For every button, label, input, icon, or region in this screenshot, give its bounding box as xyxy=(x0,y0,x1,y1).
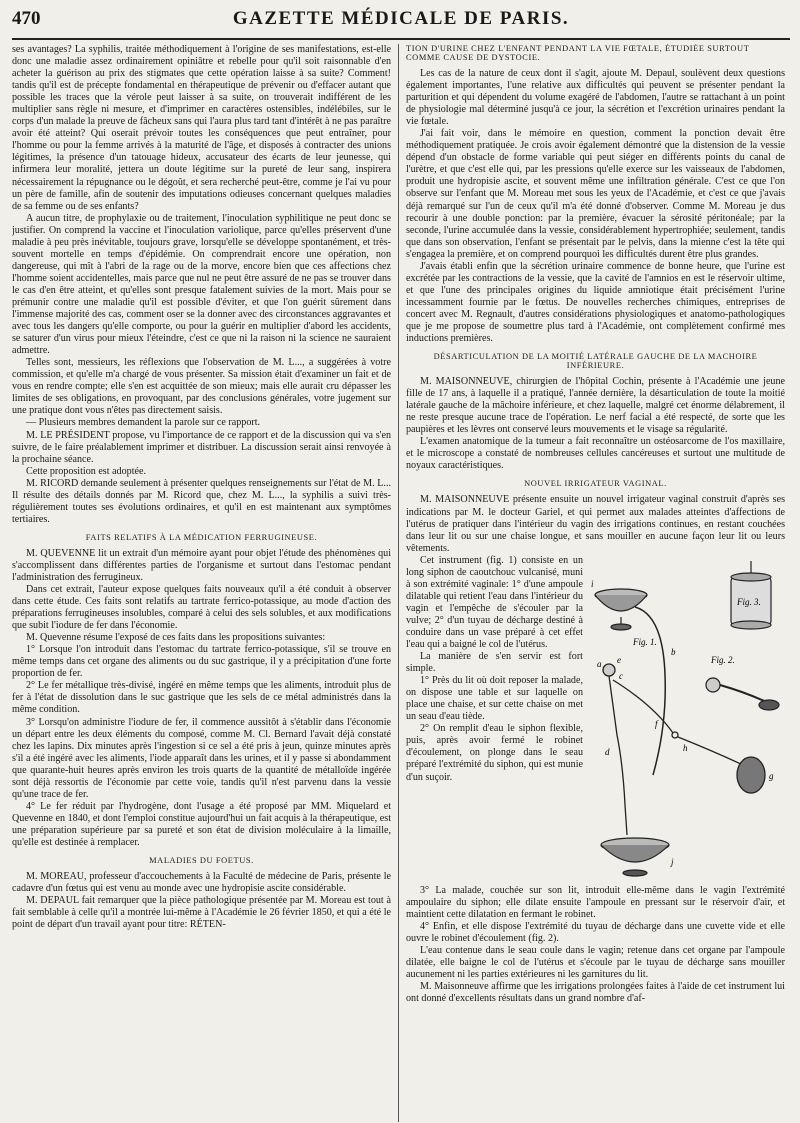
basin-illustration xyxy=(601,838,669,876)
fig-letter: d xyxy=(605,746,610,757)
section-heading-desarticulation: DÉSARTICULATION DE LA MOITIÉ LATÉRALE GAUCHE DE LA MACHOIRE INFÉRIEURE. xyxy=(433,352,758,371)
paragraph: 4° Enfin, et elle dispose l'extrémité du tuyau de décharge dans une cuvette vide et elle ouvre le robinet d'écoulement (fig. 2). xyxy=(406,920,785,944)
irrigator-illustration xyxy=(583,555,785,885)
section-heading-foetus: MALADIES DU FOETUS. xyxy=(149,856,254,866)
siphon-tube xyxy=(635,607,665,775)
paragraph: M. LE PRÉSIDENT propose, vu l'importance de ce rapport et de la discussion qui va s'en suivre, de le faire préalablement imprimer et distribuer. La discussion serait ainsi renvoyée à la prochaine séance. xyxy=(12,429,391,465)
left-column xyxy=(12,44,398,1122)
fig2-label: Fig. 2. xyxy=(711,654,735,665)
paragraph: J'ai fait voir, dans le mémoire en question, comment la ponction devait être méthodiquement pratiquée. Je crois avoir également démontré que la distension de la vessie dépend d'un obstacle de forme variable qui peut siéger en différents points du canal de l'urètre, et que c'est elle qui, par les pressions qu'elle exerce sur les vaisseaux de l'abdomen, produit une hydropisie ascite, et souvent même une infiltration générale. C'est ce que l'on observe sur l'enfant que M. Moreau met sous les yeux de l'Académie, et c'est ce que j'avais déjà remarqué sur l'un de ceux qu'il m'a été donné d'observer. Comme M. Moreau je dus recourir à une double ponction: par la première, évacuer la sérosité péritonéale; par la seconde, l'urine accumulée dans la vessie, considérablement hypertrophiée; seulement, tandis que dans son observation, l'enfant se présentait par le pelvis, dans la mienne c'est la tête qui s'engagea la première, et on comprend pourquoi les difficultés durent être plus grandes. xyxy=(406,128,785,260)
paragraph: Telles sont, messieurs, les réflexions que l'observation de M. L..., a suggérées à votre commission, et qu'elle m'a chargé de vous présenter. Sa mission était d'examiner un fait et de vous en rendre compte; elle s'en est acquittée de son mieux; mais elle aurait cru dépasser les limites de ses obligations, en provoquant, par des conclusions générales, votre jugement sur une pratique dont vous n'êtes pas directement saisis. xyxy=(12,357,391,417)
irrigator-description xyxy=(406,555,583,885)
irrigator-engraving xyxy=(583,555,785,885)
paragraph: 4° Le fer réduit par l'hydrogène, dont l'usage a été proposé par MM. Miquelard et Quevenne en 1840, et dont l'emploi constitue aujourd'hui un fait acquis à la thérapeutique, est une préparation supérieure par sa pureté et son état de division moléculaire à la limaille, qu'elle est destinée à remplacer. xyxy=(12,800,391,848)
fig-letter: b xyxy=(671,646,676,657)
fig3-label: Fig. 3. xyxy=(737,596,761,607)
paragraph: L'eau contenue dans le seau coule dans le vagin; retenue dans cet organe par l'ampoule dilatée, elle baigne le col de l'utérus et s'écoule par le tuyau de décharge sans mouiller aucunement ni les parties extérieures ni les garnitures du lit. xyxy=(406,944,785,981)
water-bucket-illustration xyxy=(595,589,647,630)
paragraph: A aucun titre, de prophylaxie ou de traitement, l'inoculation syphilitique ne peut donc se justifier. On comprend la vaccine et l'inoculation variolique, parce qu'elles préservent d'une maladie à peu près inévitable, toujours grave, lorsqu'elle se développe spontanément, et très-souvent mortelle en temps d'épidémie. On comprendrait encore une opération, non dangereuse, qui mît à l'abri de la rage ou de la morve, encore bien que ces affections chez l'homme soient accidentelles, mais parce que nul ne peut être assuré de ne pas se trouver dans le cas d'en être atteint, et qu'elles sont presque fatalement suivies de la mort. Mais pour se prémunir contre une maladie qu'il est possible d'éviter, et que l'on guérit sûrement dans l'immense majorité des cas, comment oser se la donner avec des circonstances aggravantes et avec tous les dangers qu'elle comporte, ou pour la guérir en multiplier d'abord les accidents, se saturer d'un virus pour mieux l'éteindre, c'est ce que ni la raison ni la science ne sauraient admettre. xyxy=(12,212,391,357)
fig-letter: i xyxy=(591,578,594,589)
irrigator-block xyxy=(406,555,785,885)
fig-letter: c xyxy=(619,670,623,681)
paragraph: Dans cet extrait, l'auteur expose quelques faits nouveaux qu'il a été conduit à observer dans cette étude. Ces faits sont relatifs au tartrate ferrico-potassique, au mode d'action des préparations ferrugineuses insolubles, comparé à celui des sels solubles, et aux modifications que subit l'iodure de fer dans l'économie. xyxy=(12,584,391,632)
masthead-title: GAZETTE MÉDICALE DE PARIS. xyxy=(232,8,570,29)
paragraph: Cet instrument (fig. 1) consiste en un long siphon de caoutchouc vulcanisé, muni à son extrémité vaginale: 1° d'une ampoule dilatable qui retient l'eau dans l'intérieur du vagin et l'empêche de s'écouler par la vulve; 2° d'un tuyau de décharge destiné à conduire dans un vase préparé à cet effet l'eau qui a baigné le col de l'utérus. xyxy=(406,554,583,651)
paragraph: 2° Le fer métallique très-divisé, ingéré en même temps que les aliments, introduit plus de fer à l'état de dissolution dans le suc gastrique que les sels de ce métal administrés dans la même condition. xyxy=(12,680,391,716)
paragraph: 3° La malade, couchée sur son lit, introduit elle-même dans le vagin l'extrémité ampoulaire du siphon; elle dilate ensuite l'ampoule en pressant sur le réservoir d'air, et maintient cette dilatation en fermant le robinet. xyxy=(406,884,785,920)
paragraph: — Plusieurs membres demandent la parole sur ce rapport. xyxy=(26,417,261,429)
paragraph: M. MAISONNEUVE, chirurgien de l'hôpital Cochin, présente à l'Académie une jeune fille de 17 ans, à laquelle il a pratiqué, l'année dernière, la désarticulation de toute la moitié latérale gauche de la mâchoire inférieure, et chez laquelle, malgré cet énorme délabrement, il ne reste presque aucune trace de l'opération. Le nerf facial a été respecté, de sorte que les paupières et les lèvres ont conservé leurs mouvements et le visage sa régularité. xyxy=(406,376,785,436)
paragraph: M. QUEVENNE lit un extrait d'un mémoire ayant pour objet l'étude des phénomènes qui s'accomplissent dans différentes parties de l'organisme et surtout dans l'estomac pendant l'administration des ferrugineux. xyxy=(12,547,391,583)
right-column xyxy=(399,44,785,1122)
two-column-body xyxy=(12,44,790,1122)
paragraph: ses avantages? La syphilis, traitée méthodiquement à l'origine de ses manifestations, est-elle donc une maladie assez ordinairement opiniâtre et rebelle pour qu'il soit raisonnable d'en acheter la guérison au prix des stigmates que cette opération laisse à sa suite? Comment! tandis qu'il est de précepte fondamental en thérapeutique de prévenir ou d'effacer autant que possible les traces que la vérole peut laisser à sa suite, on trouverait indifférent de les multiplier sans règle ni mesure, et d'imprimer en caractères ostensibles, indélébiles, sur le corps d'un malade la preuve de fâcheux sans qui l'aura plus tard tant d'intérêt à ne pas paraître avoir été atteint? Qui oserait prévoir toutes les conséquences que peut entraîner, pour l'homme ou pour la femme arrivés à la maturité de l'âge, et disposés à contracter des unions légitimes, la présence d'un tatouage hideux, accusateur des écarts de leur jeunesse, qui infirmera leur moralité, jettera un doute légitime sur la pureté de leur sang, inspirera nécessairement la répugnance ou le dégoût, et sera recherché peut-être, comme je l'ai vu pour un père de famille, afin de soutenir des imputations odieuses concernant quelques maladies de sa femme ou de ses enfants? xyxy=(12,44,391,212)
fig3-cylinder-illustration xyxy=(731,561,771,629)
paragraph: M. DEPAUL fait remarquer que la pièce pathologique présentée par M. Moreau est tout à fait semblable à celle qu'il a montrée lui-même à l'Académie le 26 février 1850, et qui a été le point de départ d'un travail ayant pour titre: RÉTEN- xyxy=(12,895,391,931)
paragraph: M. Maisonneuve affirme que les irrigations prolongées faites à l'aide de cet instrument lui ont donné d'excellents résultats dans un grand nombre d'af- xyxy=(406,981,785,1005)
paragraph: 1° Près du lit où doit reposer la malade, on dispose une table et sur laquelle on place une chaise, et sur cette chaise on met un seau d'eau tiède. xyxy=(406,675,583,723)
paragraph: 3° Lorsqu'on administre l'iodure de fer, il commence aussitôt à s'établir dans l'économie un départ entre les deux éléments du composé, comme M. Cl. Bernard l'avait déjà constaté chez les lapins. Dix minutes après l'ingestion si ce sel a été pris à jeun, quinze minutes après s'il a été ingéré avec les aliments, l'iode apparaît dans les urines, et il y passe si abondamment que quarante-huit heures après environ les trois quarts de la quantité de métalloïde ingérée sont déjà ressortis de l'économie par cette voie, tandis qu'il n'est parvenu dans la vessie qu'une trace de fer. xyxy=(12,716,391,800)
section-heading-irrigateur: NOUVEL IRRIGATEUR VAGINAL. xyxy=(524,479,667,489)
paragraph: M. RICORD demande seulement à présenter quelques renseignements sur l'état de M. L... Il résulte des détails donnés par M. Ricord que, chez M. L..., la syphilis a suivi très-régulièrement toutes ses évolutions ordinaires, et qu'il en est maintenant aux symptômes tertiaires. xyxy=(12,477,391,525)
paragraph: La manière de s'en servir est fort simple. xyxy=(406,651,583,675)
paragraph: Les cas de la nature de ceux dont il s'agit, ajoute M. Depaul, soulèvent deux questions également importantes, l'une relative aux difficultés qui peuvent se présenter pendant la parturition et qui dépendent du volume exagéré de l'abdomen, l'autre se rattachant à un point de physiologie mal déterminé jusqu'à ce jour, la sécrétion et l'excrétion urinaires pendant la vie fœtale. xyxy=(406,68,785,128)
fig1-label: Fig. 1. xyxy=(633,636,657,647)
fig-letter: g xyxy=(769,770,774,781)
paragraph: 2° On remplit d'eau le siphon flexible, puis, après avoir fermé le robinet d'écoulement, on plonge dans le seau préparé l'extrémité du siphon, qui est munie d'un suçoir. xyxy=(406,723,584,783)
continued-section-heading: TION D'URINE CHEZ L'ENFANT PENDANT LA VIE FŒTALE, ÉTUDIÉE SURTOUT COMME CAUSE DE DYSTOCIE. xyxy=(406,44,750,62)
paragraph: M. Quevenne résume l'exposé de ces faits dans les propositions suivantes: xyxy=(26,632,326,644)
paragraph: 1° Lorsque l'on introduit dans l'estomac du tartrate ferrico-potassique, s'il se trouve en même temps dans cet organe des aliments ou du suc gastrique, il y a précipitation d'une forte proportion de fer. xyxy=(12,644,391,680)
paragraph: L'examen anatomique de la tumeur a fait reconnaître un ostéosarcome de l'os maxillaire, et le microscope a constaté de nombreuses cellules cancéreuses et surtout une multitude de noyaux caractéristiques. xyxy=(406,436,785,472)
paragraph: M. MAISONNEUVE présente ensuite un nouvel irrigateur vaginal construit d'après ses indications par M. le docteur Gariel, et qui permet aux malades atteintes d'affections de l'utérus de pratiquer dans l'intérieur du vagin des irrigations continues, en restant couchées dans leur lit ou sur une chaise longue, et sans mouiller en aucune façon leur lit ou leurs vêtements. xyxy=(406,494,785,554)
page-number: 470 xyxy=(12,8,41,29)
fig2-bulb-illustration xyxy=(706,678,779,710)
paragraph: J'avais établi enfin que la sécrétion urinaire commence de bonne heure, que l'urine est excrétée par les contractions de la vessie, que la cavité de l'amnios en est le réservoir ultime, et que l'une des principales origines du liquide amniotique était précisément l'urine incessamment fournie par le fœtus. De nouvelles recherches chimiques, entreprises de concert avec M. Regnault, d'autres considérations physiologiques et anatomo-pathologiques que je me propose de soumettre plus tard à l'Académie, ont complètement confirmé mes inductions premières. xyxy=(406,260,785,345)
paragraph: Cette proposition est adoptée. xyxy=(26,465,146,477)
fig-letter: f xyxy=(655,718,658,729)
fig-letter: j xyxy=(671,856,674,867)
section-heading-ferrugineuse: FAITS RELATIFS À LA MÉDICATION FERRUGINEUSE. xyxy=(85,532,318,542)
fig-letter: a xyxy=(597,658,602,669)
page-header xyxy=(12,8,790,40)
paragraph: M. MOREAU, professeur d'accouchements à la Faculté de médecine de Paris, présente le cadavre d'un fœtus qui est venu au monde avec une hydropisie ascite considérable. xyxy=(12,871,391,895)
fig-letter: h xyxy=(683,742,688,753)
fig-letter: e xyxy=(617,654,621,665)
